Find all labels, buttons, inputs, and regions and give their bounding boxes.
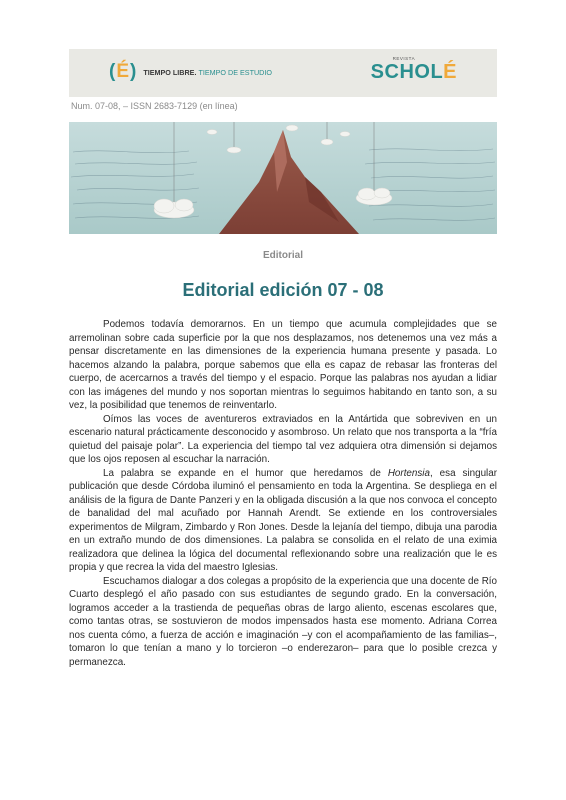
revista-label: REVISTA [392, 56, 416, 61]
section-label: Editorial [262, 250, 303, 261]
journal-header [69, 49, 497, 97]
body-paragraph: Escuchamos dialogar a dos colegas a propósito de la experiencia que una docente de Río Cuarto desplegó el año pasado con sus estudiantes de segundo grado. En la conversación, logramos acceder a la trastienda de pequeñas obras de largo aliento, escenas escolares que, como tantas otras, se sostuvieron de modos impensados hasta ese momento. Adriana Correa nos cuenta cómo, a fuerza de acción e imaginación –y con el acompañamiento de las familias–, tomaron lo que tenían a mano y lo torcieron –o enderezaron– para que lo posible crezca y permanezca. [69, 575, 498, 668]
body-paragraph: Podemos todavía demorarnos. En un tiempo que acumula complejidades que se arremolinan sobre cada superficie por la que nos desplazamos, nos detenemos una vez más a pensar discretamente en las dimensiones de la experiencia humana presente y pasada. Lo hacemos alzando la palabra, porque sabemos que ella es capaz de rebasar las fronteras del cuerpo, de acercarnos a través del tiempo y el espacio. Porque las palabras nos ayudan a lidiar con las imágenes del mundo y nos soportan mientras lo seguimos habitando en tanto son, a su vez, la posibilidad que tenemos de reinventarlo. [69, 319, 497, 411]
issn-line: Num. 07-08, – ISSN 2683-7129 (en línea) [71, 101, 238, 111]
banner-illustration [69, 122, 497, 234]
body-paragraph: Oímos las voces de aventureros extraviados en la Antártida que sobreviven en un escenario natural prácticamente desconocido y asombroso. Un relato que nos transporta a la “fría quietud del paisaje polar”. La experiencia del tiempo tal vez adquiera otra dimensión si dejamos que los ojos reposen al escuchar la narración. [69, 413, 497, 465]
brand-tagline: TIEMPO LIBRE. TIEMPO DE ESTUDIO [143, 67, 272, 77]
journal-name: SCHOLÉ [370, 61, 457, 83]
journal-logo [371, 56, 457, 83]
article-title: Editorial edición 07 - 08 [182, 280, 384, 300]
body-paragraph: La palabra se expande en el humor que heredamos de Hortensia, esa singular publicación que desde Córdoba iluminó el pensamiento en toda la Argentina. Se despliega en el análisis de la figura de Dante Panzeri y en la obligada discusión a la que nos convoca el concepto de banalidad del mal acuñado por Hannah Arendt. Se extiende en los controversiales experimentos de Milgram, Zimbardo y Ron Jones. Desde la lejanía del tiempo, dibuja una parodia en un extraño mundo de dos dimensiones. La palabra se consolida en el relato de una eximia realizadora que delinea la lógica del documental reflexionando sobre una realización que le es propia y que recrea la vida del maestro Iglesias. [69, 467, 497, 573]
logo-mark: (É) [109, 61, 138, 82]
brand-logo [109, 62, 272, 82]
article-body [69, 318, 497, 669]
